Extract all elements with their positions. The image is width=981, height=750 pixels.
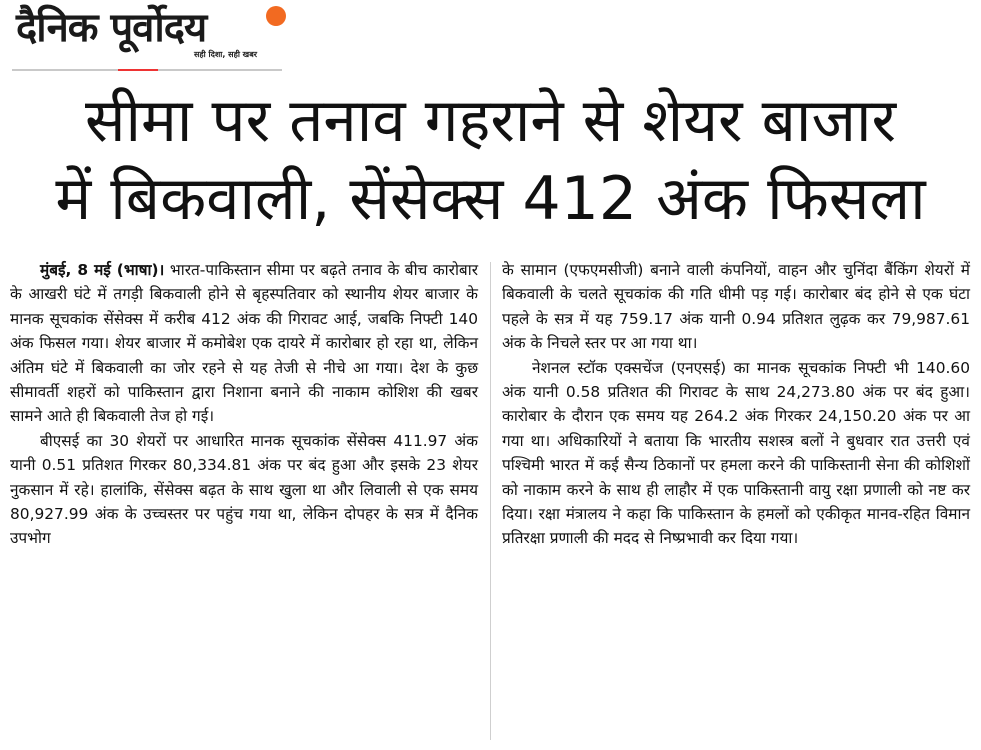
sun-icon — [266, 6, 286, 26]
article-paragraph: बीएसई का 30 शेयरों पर आधारित मानक सूचकांक सेंसेक्स 411.97 अंक यानी 0.51 प्रतिशत गिरकर 80,334.81 अंक पर बंद हुआ और इसके 23 शेयर नुकसान में रहे। हालांकि, सेंसेक्स बढ़त के साथ खुला था और लिवाली से एक समय 80,927.99 अंक के उच्चस्तर पर पहुंच गया था, लेकिन दोपहर के सत्र में दैनिक उपभोग — [10, 431, 478, 548]
masthead — [12, 0, 302, 72]
article-paragraph: नेशनल स्टॉक एक्सचेंज (एनएसई) का मानक सूचकांक निफ्टी भी 140.60 अंक यानी 0.58 प्रतिशत की गिरावट के साथ 24,273.80 अंक पर बंद हुआ। कारोबार के दौरान एक समय यह 264.2 अंक गिरकर 24,150.20 अंक पर आ गया था। अधिकारियों ने बताया कि भारतीय सशस्त्र बलों ने बुधवार रात उत्तरी एवं पश्चिमी भारत में कई सैन्य ठिकानों पर हमला करने की पाकिस्तानी सेना की कोशिशों को नाकाम करने के साथ ही लाहौर में एक पाकिस्तानी वायु रक्षा प्रणाली को नष्ट कर दिया। रक्षा मंत्रालय ने कहा कि पाकिस्तान के हमलों को एकीकृत मानव-रहित विमान प्रतिरक्षा प्रणाली की मदद से निष्प्रभावी कर दिया गया। — [502, 358, 970, 548]
tagline: सही दिशा, सही खबर — [194, 50, 258, 59]
headline — [0, 82, 981, 238]
article-paragraph: के सामान (एफएमसीजी) बनाने वाली कंपनियों, वाहन और चुनिंदा बैंकिंग शेयरों में बिकवाली के चलते सूचकांक की गति धीमी पड़ गई। कारोबार बंद होने से एक घंटा पहले के सत्र में यह 759.17 अंक यानी 0.94 प्रतिशत लुढ़क कर 79,987.61 अंक के निचले स्तर पर आ गया था। — [502, 261, 970, 353]
dateline: मुंबई, 8 मई (भाषा)। — [40, 261, 165, 279]
article-paragraph — [10, 258, 478, 429]
paragraph-text: भारत-पाकिस्तान सीमा पर बढ़ते तनाव के बीच कारोबार के आखरी घंटे में तगड़ी बिकवाली होने से बृहस्पतिवार को स्थानीय शेयर बाजार के मानक सूचकांक सेंसेक्स में करीब 412 अंक की गिरावट आई, जबकि निफ्टी 140 अंक फिसल गया। शेयर बाजार में कमोबेश एक दायरे में कारोबार हो रहा था, लेकिन अंतिम घंटे में बिकवाली का जोर रहने से यह तेजी से नीचे आ गया। देश के कुछ सीमावर्ती शहरों को पाकिस्तान द्वारा निशाना बनाने की नाकाम कोशिश की खबर सामने आते ही बिकवाली तेज हो गई। — [10, 261, 478, 426]
headline-line-2: में बिकवाली, सेंसेक्स 412 अंक फिसला — [55, 164, 926, 234]
column-divider — [490, 262, 491, 740]
newspaper-logo: दैनिक पूर्वोदय — [16, 5, 207, 51]
masthead-rule-accent — [118, 69, 158, 71]
headline-line-1: सीमा पर तनाव गहराने से शेयर बाजार — [84, 86, 897, 156]
article-column-left — [10, 258, 478, 551]
article-column-right — [502, 258, 970, 551]
